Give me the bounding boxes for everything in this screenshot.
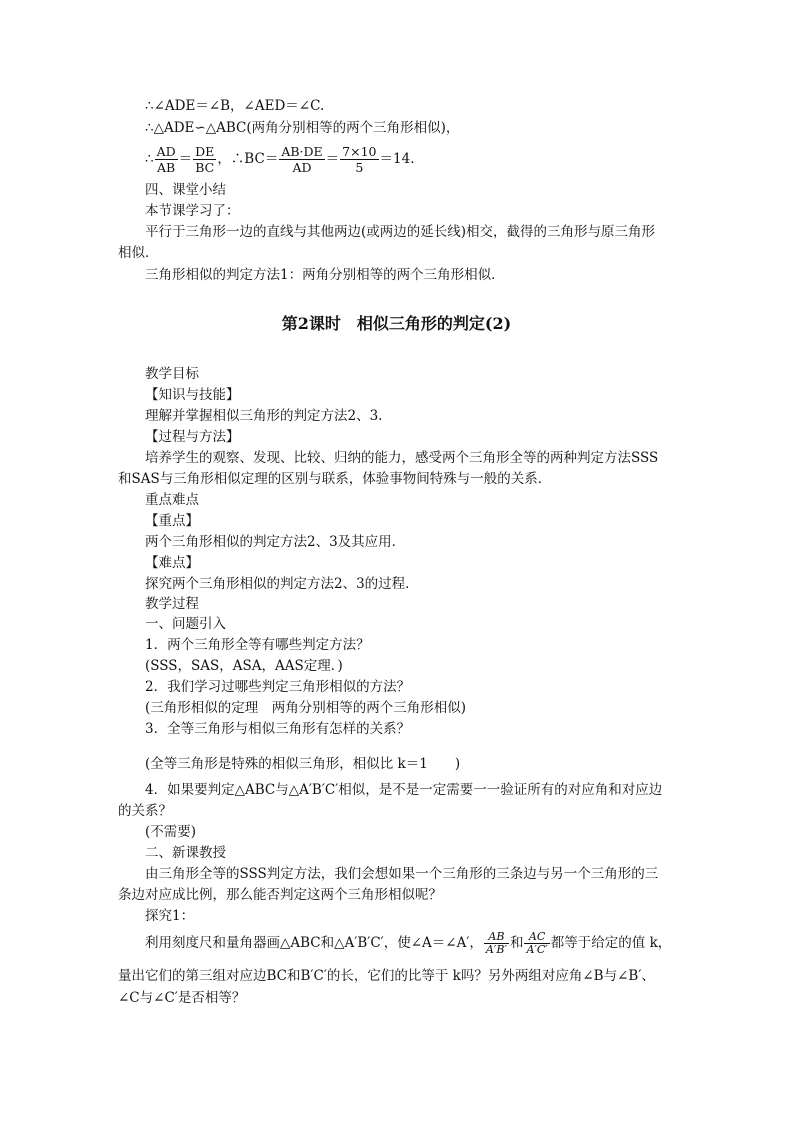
text-line: ∴△ADE∽△ABC(两角分别相等的两个三角形相似)， (145, 120, 460, 136)
text-line: ∠C与∠C′是否相等？ (118, 990, 246, 1006)
fraction: $\frac{7\times 10}{5}$ (342, 144, 377, 175)
section-heading: 二、新课教授 (145, 845, 226, 861)
section-heading: 教学过程 (145, 596, 199, 612)
text-line: 三角形相似的判定方法1：两角分别相等的两个三角形相似． (145, 267, 505, 283)
text-line: 2．我们学习过哪些判定三角形相似的方法？ (145, 679, 411, 695)
text-line: 本节课学习了： (145, 203, 240, 219)
text-line: 相似． (118, 245, 159, 261)
ratio-equation: ∴ $\frac{AD}{AB}$ ＝ $\frac{DE}{BC}$ ，∴BC＝ $\frac{AB\cdot DE}{AD}$ ＝ $\frac{7\times 10}{5}$ ＝14. (145, 144, 415, 175)
text-line: 理解并掌握相似三角形的判定方法2、3. (145, 408, 383, 424)
text-line: 1．两个三角形全等有哪些判定方法？ (145, 637, 370, 653)
text-line: (不需要) (145, 824, 197, 840)
exploration-line: 利用刻度尺和量角器画△ABC和△A′B′C′，使∠A＝∠A′， $\frac{AB}{A'B'}$ 和 $\frac{AC}{A'C'}$ 都等于给定的值 k， (145, 930, 672, 956)
fraction: $\frac{AD}{AB}$ (156, 144, 176, 175)
subheading: 【难点】 (145, 555, 199, 571)
fraction: $\frac{AB\cdot DE}{AD}$ (281, 144, 323, 175)
text-line: 的关系？ (118, 803, 172, 819)
fraction: $\frac{DE}{BC}$ (195, 144, 215, 175)
text-line: 由三角形全等的SSS判定方法，我们会想如果一个三角形的三条边与另一个三角形的三 (145, 866, 659, 882)
text-line: 和SAS与三角形相似定理的区别与联系，体验事物间特殊与一般的关系． (118, 471, 552, 487)
text-line: ∴∠ADE＝∠B，∠AED＝∠C. (145, 98, 325, 114)
text-line: 探究两个三角形相似的判定方法2、3的过程． (145, 576, 419, 592)
text-line: (SSS，SAS，ASA，AAS定理．) (145, 658, 343, 674)
subheading: 【重点】 (145, 513, 199, 529)
text-line: 两个三角形相似的判定方法2、3及其应用． (145, 534, 406, 550)
text-line: 3．全等三角形与相似三角形有怎样的关系？ (145, 721, 411, 737)
text-line: 4．如果要判定△ABC与△A′B′C′相似，是不是一定需要一一验证所有的对应角和对应边 (145, 782, 663, 798)
fraction: $\frac{AB}{A'B'}$ (485, 930, 507, 956)
section-heading: 四、课堂小结 (145, 182, 226, 198)
subheading: 【过程与方法】 (145, 429, 240, 445)
text-line: 条边对应成比例，那么能否判定这两个三角形相似呢？ (118, 887, 442, 903)
fraction: $\frac{AC}{A'C'}$ (526, 930, 548, 956)
text-line: (全等三角形是特殊的相似三角形，相似比 k＝1 ) (145, 756, 461, 772)
text-line: 量出它们的第三组对应边BC和B′C′的长，它们的比等于 k吗？另外两组对应角∠B与∠B′、 (118, 968, 655, 984)
text-line: 探究1： (145, 908, 195, 924)
section-heading: 教学目标 (145, 366, 199, 382)
text-line: (三角形相似的定理 两角分别相等的两个三角形相似) (145, 700, 467, 716)
page-title: 第2课时 相似三角形的判定(2) (281, 314, 512, 333)
text-line: 培养学生的观察、发现、比较、归纳的能力，感受两个三角形全等的两种判定方法SSS (145, 450, 659, 466)
section-heading: 一、问题引入 (145, 616, 226, 632)
subheading: 【知识与技能】 (145, 387, 240, 403)
section-heading: 重点难点 (145, 492, 199, 508)
text-line: 平行于三角形一边的直线与其他两边(或两边的延长线)相交，截得的三角形与原三角形 (145, 224, 656, 240)
